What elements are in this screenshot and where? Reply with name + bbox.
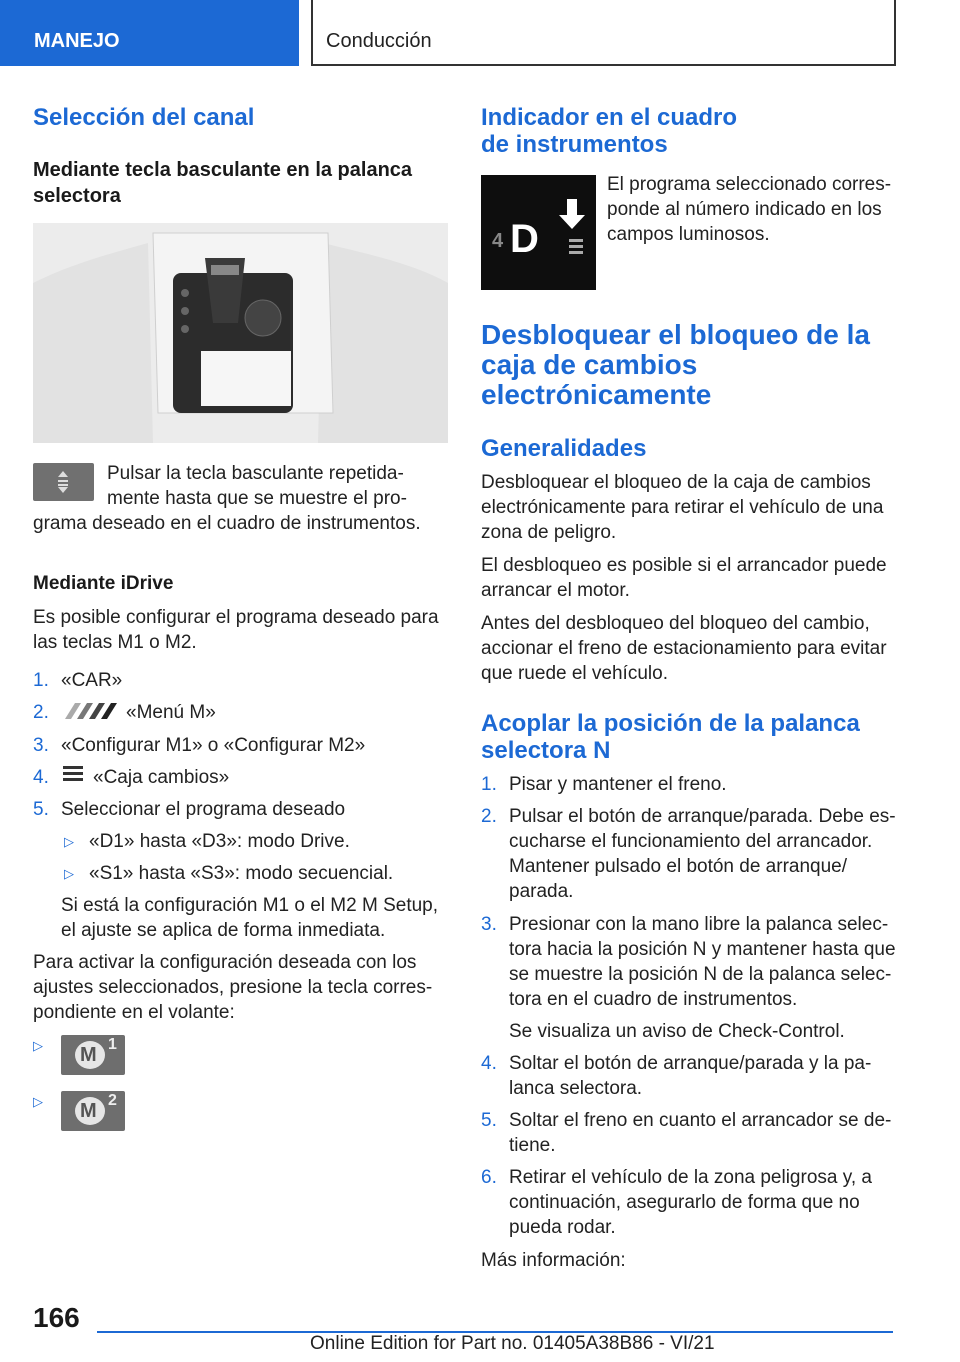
step-text: cucharse el funcionamiento del arrancador. [509,831,873,852]
para-activate-l3: pondiente en el volante: [33,1002,235,1023]
step-number: 1. [33,670,49,691]
m-letter: M [80,1100,97,1122]
para-activate-l1: Para activar la configuración deseada con los [33,952,417,973]
para-rocker-l2: mente hasta que se muestre el pro- [107,488,407,509]
step-text: pueda rodar. [509,1217,616,1238]
step-text: tora hacia la posición N y mantener hasta que [509,939,896,960]
step-number: 5. [33,799,49,820]
section-tab: MANEJO [0,0,299,66]
step-number: 4. [481,1053,497,1074]
heading-unlock-l1: Desbloquear el bloqueo de la [481,319,870,350]
page-number: 166 [33,1302,80,1333]
heading-general: Generalidades [481,435,647,462]
general-l5: arrancar el motor. [481,580,630,601]
heading-channel-selection: Selección del canal [33,104,255,131]
step-number: 2. [33,702,49,723]
step-text: Pisar y mantener el freno. [509,774,727,795]
step-text: se muestre la posición N de la palanca selec- [509,964,892,985]
sub-bullet: «D1» hasta «D3»: modo Drive. [89,831,350,852]
bullet-triangle-icon: ▷ [64,866,74,881]
step-text: tiene. [509,1135,556,1156]
step-text: Mantener pulsado el botón de arranque/ [509,856,848,877]
para-rocker-l1: Pulsar la tecla basculante repetida- [107,463,404,484]
footer-edition: Online Edition for Part no. 01405A38B86 - VI/21 [310,1333,715,1354]
step-text: continuación, asegurarlo de forma que no [509,1192,860,1213]
para-rocker-l3: grama deseado en el cuadro de instrumentos. [33,513,421,534]
general-l7: accionar el freno de estacionamiento para evitar [481,638,887,659]
m-letter: M [80,1044,97,1066]
step-text: «Caja cambios» [93,767,230,788]
indicator-text-l2: ponde al número indicado en los [607,199,882,220]
step-text: «Menú M» [126,702,216,723]
step-number: 4. [33,767,49,788]
step-text: parada. [509,881,574,902]
gearbox-icon [61,764,85,784]
step-text: lanca selectora. [509,1078,643,1099]
step-number: 5. [481,1110,497,1131]
indicator-text-l3: campos luminosos. [607,224,770,245]
chapter-title: Conducción [326,30,432,52]
rocker-switch-icon [33,463,94,501]
general-l1: Desbloquear el bloqueo de la caja de cambios [481,472,871,493]
heading-unlock-l2: caja de cambios [481,349,698,380]
step-number: 6. [481,1167,497,1188]
subheading-rocker: Mediante tecla basculante en la palanca selectora [33,159,413,207]
step-text: Soltar el botón de arranque/parada y la pa- [509,1053,872,1074]
step-text: Soltar el freno en cuanto el arrancador se de- [509,1110,892,1131]
m2-button-icon [61,1091,125,1131]
general-l8: que ruede el vehículo. [481,663,668,684]
indicator-text-l1: El programa seleccionado corres- [607,174,892,195]
bullet-triangle-icon: ▷ [33,1038,43,1053]
step-text: Seleccionar el programa deseado [61,799,346,820]
heading-unlock-l3: electrónicamente [481,379,712,410]
heading-indicator-l1: Indicador en el cuadro [481,104,738,131]
step-number: 2. [481,806,497,827]
bullet-triangle-icon: ▷ [33,1094,43,1109]
subheading-idrive: Mediante iDrive [33,573,174,594]
note-l1: Si está la configuración M1 o el M2 M Setup, [61,895,439,916]
step-number: 3. [481,914,497,935]
heading-neutral-l2: selectora N [481,737,611,764]
step-number: 3. [33,735,49,756]
general-l4: El desbloqueo es posible si el arrancador puede [481,555,887,576]
general-l2: electrónicamente para retirar el vehículo de una [481,497,884,518]
step-text: «CAR» [61,670,123,691]
heading-indicator-l2: de instrumentos [481,131,668,158]
general-l6: Antes del desbloqueo del bloqueo del cambio, [481,613,870,634]
indicator-number: 4 [492,230,504,252]
m2-superscript: 2 [108,1092,117,1109]
note-l2: el ajuste se aplica de forma inmediata. [61,920,386,941]
para-idrive-l2: las teclas M1 o M2. [33,632,197,653]
step-text: «Configurar M1» o «Configurar M2» [61,735,366,756]
general-l3: zona de peligro. [481,522,617,543]
bullet-triangle-icon: ▷ [64,834,74,849]
para-activate-l2: ajustes seleccionados, presione la tecla corres- [33,977,433,998]
step-number: 1. [481,774,497,795]
para-idrive-l1: Es posible configurar el programa deseado para [33,607,439,628]
indicator-letter: D [510,217,539,261]
heading-neutral-l1: Acoplar la posición de la palanca [481,710,860,737]
sub-bullet: «S1» hasta «S3»: modo secuencial. [89,863,394,884]
m1-button-icon [61,1035,125,1075]
step-text: Pulsar el botón de arranque/parada. Debe es- [509,806,896,827]
m1-superscript: 1 [108,1036,117,1053]
more-info-link[interactable]: Más información: [481,1250,626,1271]
step-text: tora en el cuadro de instrumentos. [509,989,798,1010]
gear-selector-photo [33,223,448,443]
step-text: Presionar con la mano libre la palanca selec- [509,914,889,935]
m-menu-icon [61,703,117,719]
step-note: Se visualiza un aviso de Check-Control. [509,1021,845,1042]
step-text: Retirar el vehículo de la zona peligrosa y, a [509,1167,872,1188]
instrument-indicator-image [481,175,596,290]
